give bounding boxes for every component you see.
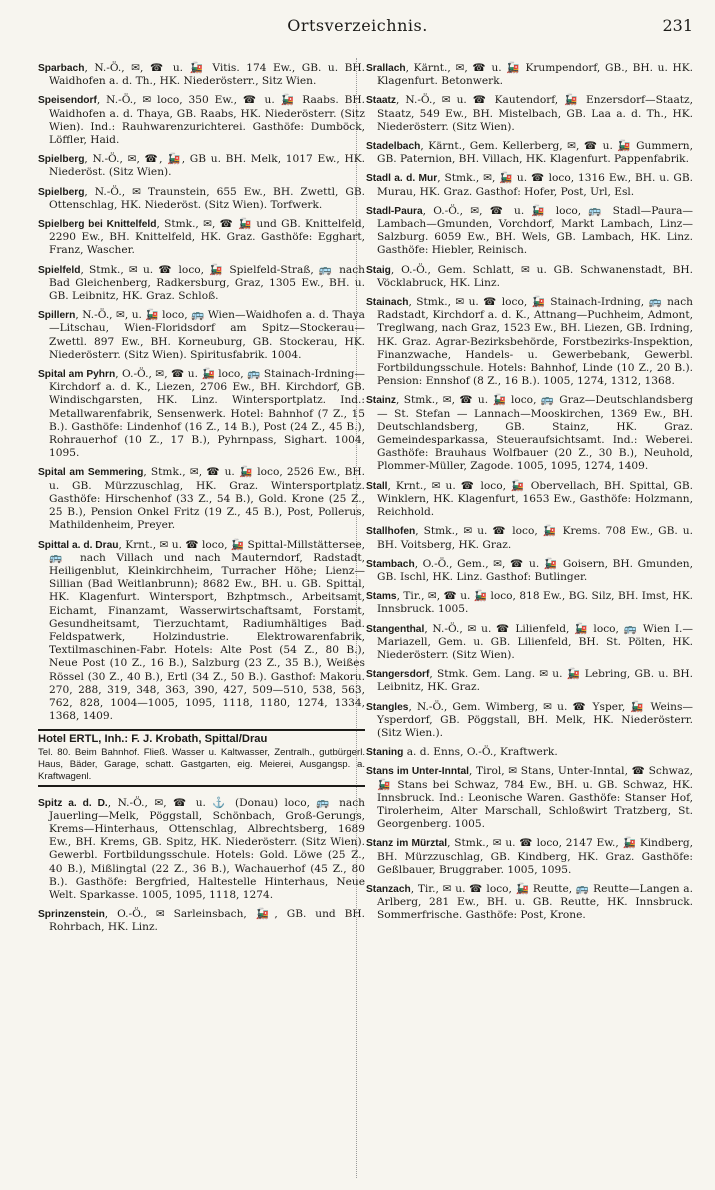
entry-details: , O.-Ö., ✉, ☎ u. 🚂 loco, 🚌 Stainach-Irdning—Kirchdorf a. d. K., Liezen, 2706 Ew., BH. Kirchdorf, GB. Windischgarsten, HK. Linz. Wintersportplatz. Ind.: Metallwarenfabrik, Sensenwerk. Hotel: Bahnhof (7 Z., 15 B.). Gasthöfe: Lindenhof (16 Z., 14 B.), Post (24 Z., 45 B.), Rohrauerhof (10 Z., 17 B.), Pyhrnpass, Sighart. 1004, 1095.	[49, 368, 365, 460]
entry-place-name: Sprinzenstein	[38, 909, 105, 921]
entry-details: , O.-Ö., ✉, ☎ u. 🚂 loco, 🚌 Stadl—Paura—Lambach—Gmunden, Vorchdorf, Markt Lambach, Linz—Salzburg. 6059 Ew., BH. Wels, GB. Lambach, HK. Linz. Gasthöfe: Hiebler, Reinisch.	[377, 204, 693, 257]
entry-place-name: Spital am Semmering	[38, 467, 144, 479]
entry-details: , Stmk., ✉ u. ☎ loco, 🚂 Krems. 708 Ew., GB. u. BH. Voitsberg, HK. Graz.	[377, 525, 693, 551]
directory-entry	[366, 480, 693, 520]
directory-entry	[38, 908, 365, 934]
entry-place-name: Staning	[366, 747, 404, 759]
directory-entry	[38, 94, 365, 147]
entry-place-name: Stadl-Paura	[366, 205, 423, 217]
entry-place-name: Staatz	[366, 95, 397, 107]
entry-details: , Tirol, ✉ Stans, Unter-Inntal, ☎ Schwaz, 🚂 Stans bei Schwaz, 784 Ew., BH. u. GB. Schwaz, HK. Innsbruck. Ind.: Leonische Waren. Gasthöfe: Stanser Hof, Tirolerheim, Alter Marschall, Schloßwirt Tratzberg, St. Georgenberg. 1005.	[377, 765, 693, 831]
directory-entry	[366, 701, 693, 741]
directory-entry	[38, 797, 365, 903]
entry-place-name: Spillern	[38, 310, 76, 322]
directory-entry	[366, 668, 693, 694]
entry-place-name: Speisendorf	[38, 95, 97, 107]
right-column	[366, 62, 693, 929]
page-header	[0, 16, 715, 42]
entry-details: , N.-Ö., ✉ loco, 350 Ew., ☎ u. 🚂 Raabs. BH. Waidhofen a. d. Thaya, GB. Raabs, HK. Niederösterr. (Sitz Wien). Ind.: Rauhwarenzurichterei. Gasthöfe: Dumböck, Löffler, Haid.	[49, 94, 365, 147]
entry-place-name: Stallhofen	[366, 526, 416, 538]
entry-place-name: Spittal a. d. Drau	[38, 539, 119, 551]
entry-place-name: Stangles	[366, 701, 409, 713]
entry-details: , Tir., ✉, ☎ u. 🚂 loco, 818 Ew., BG. Silz, BH. Imst, HK. Innsbruck. 1005.	[377, 590, 693, 616]
entry-details: , Kärnt., Gem. Kellerberg, ✉, ☎ u. 🚂 Gummern, GB. Paternion, BH. Villach, HK. Klagenfurt. Pappenfabrik.	[377, 140, 693, 166]
directory-entry	[366, 172, 693, 198]
directory-entry	[38, 153, 365, 179]
directory-entry	[366, 62, 693, 88]
entry-place-name: Stangersdorf	[366, 669, 430, 681]
directory-entry	[38, 309, 365, 362]
entry-place-name: Spielfeld	[38, 264, 81, 276]
entry-place-name: Spitz a. d. D.	[38, 797, 108, 809]
entry-place-name: Staig	[366, 264, 391, 276]
right-entries	[366, 62, 693, 923]
entry-details: , O.-Ö., ✉ Sarleinsbach, 🚂, GB. und BH. Rohrbach, HK. Linz.	[49, 908, 365, 934]
entry-details: , Kärnt., ✉, ☎ u. 🚂 Krumpendorf, GB., BH. u. HK. Klagenfurt. Betonwerk.	[377, 62, 693, 88]
entry-details: , O.-Ö., Gem. Schlatt, ✉ u. GB. Schwanenstadt, BH. Vöcklabruck, HK. Linz.	[377, 263, 693, 289]
entry-place-name: Stainach	[366, 297, 409, 309]
entry-details: a. d. Enns, O.-Ö., Kraftwerk.	[403, 746, 558, 759]
entry-place-name: Stadelbach	[366, 141, 421, 153]
entry-place-name: Stadl a. d. Mur	[366, 173, 438, 185]
directory-entry	[38, 368, 365, 460]
page-title: Ortsverzeichnis.	[287, 16, 428, 35]
directory-entry	[38, 186, 365, 212]
directory-entry	[366, 205, 693, 258]
entry-place-name: Stans im Unter-Inntal	[366, 766, 469, 778]
entry-details: , N.-Ö., ✉ Traunstein, 655 Ew., BH. Zwettl, GB. Ottenschlag, HK. Niederöst. (Sitz Wien). Torfwerk.	[49, 185, 365, 211]
entry-details: , Krnt., ✉ u. ☎ loco, 🚂 Spittal-Millstättersee, 🚌 nach Villach und nach Mauterndorf, Radstadt, Heiligenblut, Kleinkirchheim, Turracher Höhe; Lienz—Sillian (Bad Weitlanbrunn); 8682 Ew., BH. u. GB. Spittal, HK. Klagenfurt. Wintersport, Bzhptmsch., Arbeitsamt, Eichamt, Finanzamt, Wasserwirtschaftsamt, Forstamt, Gesundheitsamt, Tierzuchtamt, Radiumhältiges Bad. Feldspatwerk, Holzindustrie. Elektrowarenfabrik, Textilmaschinen-Fabr. Hotels: Alte Post (54 Z., 80 B.), Neue Post (10 Z., 16 B.), Salzburg (23 Z., 35 B.), Weißes Rössel (30 Z., 40 B.), Ertl (34 Z., 50 B.). Gasthof: Makoru. 270, 288, 319, 348, 363, 390, 427, 509—510, 538, 563, 762, 828, 1004—1005, 1095, 1118, 1180, 1274, 1334, 1368, 1409.	[49, 538, 365, 723]
entry-place-name: Sparbach	[38, 63, 85, 74]
ad-body: Tel. 80. Beim Bahnhof. Fließ. Wasser u. Kaltwasser, Zentralh., gutbürgerl. Haus, Bäder, Garage, schatt. Gastgarten, eig. Meierei, Ausgangsp. a. Kraftwagenl.	[38, 746, 365, 782]
entry-place-name: Spielberg bei Knittelfeld	[38, 219, 157, 231]
entry-details: , Tir., ✉ u. ☎ loco, 🚂 Reutte, 🚌 Reutte—Langen a. Arlberg, 281 Ew., BH. u. GB. Reutte, HK. Innsbruck. Sommerfrische. Gasthöfe: Post, Krone.	[377, 882, 693, 922]
entry-details: , Stmk., ✉, ☎ 🚂 und GB. Knittelfeld, 2290 Ew., BH. Knittelfeld, HK. Graz. Gasthöfe: Egghart, Franz, Wascher.	[49, 218, 365, 257]
entry-details: , Stmk. Gem. Lang. ✉ u. 🚂 Lebring, GB. u. BH. Leibnitz, HK. Graz.	[377, 668, 693, 694]
directory-entry	[366, 394, 693, 473]
entry-details: , Stmk., ✉, ☎ u. 🚂 loco, 2526 Ew., BH. u. GB. Mürzzuschlag, HK. Graz. Wintersportplatz. Gasthöfe: Hirschenhof (33 Z., 54 B.), Gold. Krone (25 Z., 25 B.), Pension Onkel Fritz (19 Z., 45 B.), Post, Pollerus, Mathildenheim, Preyer.	[49, 466, 365, 532]
entry-details: , N.-Ö., ✉ u. ☎ Lilienfeld, 🚂 loco, 🚌 Wien I.—Mariazell, Gem. u. GB. Lilienfeld, BH. St. Pölten, HK. Niederösterr. (Sitz Wien).	[377, 622, 693, 661]
directory-entry	[366, 837, 693, 877]
directory-entry	[366, 883, 693, 923]
entry-place-name: Stangenthal	[366, 623, 425, 635]
directory-entry	[366, 558, 693, 584]
entry-details: , N.-Ö., ✉, ☎ u. ⚓ (Donau) loco, 🚌 nach Jauerling—Melk, Pöggstall, Schönbach, Groß-Gerungs, Krems—Hinterhaus, Ottenschlag, Albrechtsberg, 1689 Ew., BH. Krems, GB. Spitz, HK. Niederösterr. (Sitz Wien). Gewerbl. Fortbildungsschule. Hotels: Gold. Löwe (25 Z., 40 B.), Mißlingtal (22 Z., 36 B.), Wachauerhof (45 Z., 80 B.). Gasthöfe: Bergfried, Haltestelle Hinterhaus, Neue Welt. Sparkasse. 1005, 1095, 1118, 1274.	[49, 796, 365, 901]
entry-place-name: Spielberg	[38, 154, 85, 166]
left-entries	[38, 62, 365, 723]
directory-entry	[366, 746, 693, 759]
entry-place-name: Stanzach	[366, 883, 411, 895]
directory-entry	[38, 62, 365, 88]
entry-details: , N.-Ö., Gem. Wimberg, ✉ u. ☎ Ysper, 🚂 Weins—Ysperdorf, GB. Pöggstall, BH. Melk, HK. Niederösterr. (Sitz Wien.).	[377, 700, 693, 739]
hotel-advertisement	[38, 729, 365, 786]
entry-place-name: Stall	[366, 480, 388, 492]
directory-entry	[38, 539, 365, 724]
directory-entry	[38, 218, 365, 258]
entry-details: , N.-Ö., ✉, ☎ u. 🚂 Vitis. 174 Ew., GB. u. BH. Waidhofen a. d. Th., HK. Niederösterr., Sitz Wien.	[49, 62, 365, 88]
ad-headline: Hotel ERTL, Inh.: F. J. Krobath, Spittal/Drau	[38, 733, 268, 746]
entry-details: , Stmk., ✉ u. ☎ loco, 🚂 Stainach-Irdning, 🚌 nach Radstadt, Kirchdorf a. d. K., Attnang—Puchheim, Admont, Treglwang, nach Graz, 1523 Ew., BH. Liezen, GB. Irdning, HK. Graz. Agrar-Bezirksbehörde, Forstbezirks-Inspektion, Finanzwache, Handels- u. Gewerbebank, Gewerbl. Fortbildungsschule. Hotels: Bahnhof, Linde (10 Z., 20 B.). Pension: Ennshof (8 Z., 16 B.). 1005, 1274, 1312, 1368.	[377, 296, 693, 388]
page-number: 231	[662, 16, 693, 35]
directory-entry	[366, 623, 693, 663]
entry-place-name: Spital am Pyhrn	[38, 369, 116, 381]
directory-entry	[366, 765, 693, 831]
directory-entry	[366, 525, 693, 551]
directory-entry	[366, 296, 693, 388]
entry-place-name: Stainz	[366, 395, 397, 407]
directory-entry	[38, 264, 365, 304]
entry-place-name: Srallach	[366, 63, 406, 74]
entry-place-name: Stanz im Mürztal	[366, 838, 448, 850]
entry-details: , N.-Ö., ✉, u. 🚂 loco, 🚌 Wien—Waidhofen a. d. Thaya—Litschau, Wien-Floridsdorf am Spitz—Stockerau—Zwettl. 897 Ew., BH. Korneuburg, GB. Stockerau, HK. Niederösterr. (Sitz Wien). Spiritusfabrik. 1004.	[49, 309, 365, 361]
left-column	[38, 62, 365, 941]
entry-details: , O.-Ö., Gem., ✉, ☎ u. 🚂 Goisern, BH. Gmunden, GB. Ischl, HK. Linz. Gasthof: Butlinger.	[377, 557, 693, 583]
entry-details: , N.-Ö., ✉ u. ☎ Kautendorf, 🚂 Enzersdorf—Staatz, Staatz, 549 Ew., BH. Mistelbach, GB. Laa a. d. Th., HK. Niederösterr. (Sitz Wien).	[377, 94, 693, 133]
directory-entry	[38, 466, 365, 532]
directory-entry	[366, 590, 693, 616]
entry-details: , Stmk., ✉, 🚂 u. ☎ loco, 1316 Ew., BH. u. GB. Murau, HK. Graz. Gasthof: Hofer, Post, Url, Esl.	[377, 172, 694, 198]
entry-details: , Krnt., ✉ u. ☎ loco, 🚂 Obervellach, BH. Spittal, GB. Winklern, HK. Klagenfurt, 1653 Ew., Gasthöfe: Holzmann, Reichhold.	[377, 479, 693, 519]
left-entries-after-ad	[38, 797, 365, 935]
entry-place-name: Spielberg	[38, 186, 85, 198]
entry-details: , Stmk., ✉ u. ☎ loco, 2147 Ew., 🚂 Kindberg, BH. Mürzzuschlag, GB. Kindberg, HK. Graz. Gasthöfe: Geßlbauer, Bruggraber. 1005, 1095.	[377, 837, 693, 876]
entry-place-name: Stambach	[366, 558, 415, 570]
entry-details: , Stmk., ✉ u. ☎ loco, 🚂 Spielfeld-Straß, 🚌 nach Bad Gleichenberg, Radkersburg, Graz, 1305 Ew., BH. u. GB. Leibnitz, HK. Graz. Schloß.	[49, 263, 365, 303]
entry-place-name: Stams	[366, 591, 397, 603]
directory-entry	[366, 94, 693, 134]
directory-entry	[366, 140, 693, 166]
entry-details: , Stmk., ✉, ☎ u. 🚂 loco, 🚌 Graz—Deutschlandsberg — St. Stefan — Lannach—Mooskirchen, 1369 Ew., BH. Deutschlandsberg, GB. Stainz, HK. Graz. Gemeindesparkassa, Steueraufsichtsamt. Ind.: Weberei. Gasthöfe: Brauhaus Wolfbauer (20 Z., 30 B.), Neuhold, Plommer-Müller, Zagode. 1005, 1095, 1274, 1409.	[377, 394, 693, 473]
directory-entry	[366, 264, 693, 290]
entry-details: , N.-Ö., ✉, ☎, 🚂, GB u. BH. Melk, 1017 Ew., HK. Niederöst. (Sitz Wien).	[49, 153, 365, 179]
